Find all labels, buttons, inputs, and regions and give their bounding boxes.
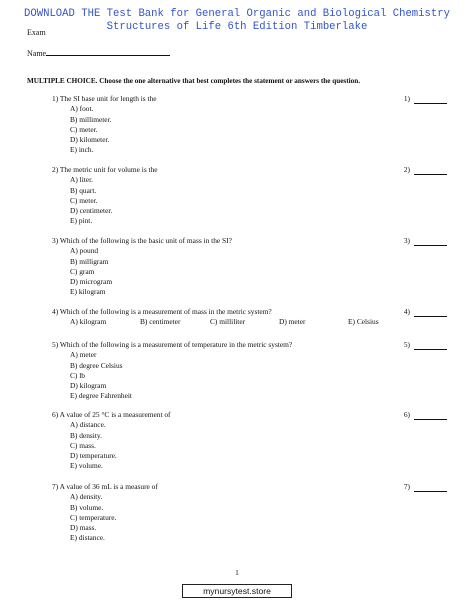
answer-blank[interactable] — [414, 307, 447, 317]
option-c: C) meter. — [70, 195, 98, 205]
question-2 — [52, 165, 447, 227]
option-d: D) meter — [279, 317, 306, 327]
question-stem: 2) The metric unit for volume is the — [52, 165, 158, 174]
option-c: C) temperature. — [70, 512, 117, 522]
option-b: B) degree Celsius — [70, 360, 123, 370]
answer-number: 6) — [403, 410, 410, 419]
option-e: E) pint. — [70, 216, 93, 226]
question-7 — [52, 482, 447, 544]
name-label: Name — [27, 49, 47, 58]
option-b: B) centimeter — [140, 317, 181, 327]
question-3 — [52, 236, 447, 298]
question-1 — [52, 94, 447, 156]
option-b: B) quart. — [70, 185, 97, 195]
answer-number: 5) — [403, 340, 410, 349]
question-6 — [52, 410, 447, 472]
option-c: C) lb — [70, 370, 85, 380]
option-c: C) milliliter — [210, 317, 246, 327]
option-b: B) density. — [70, 430, 102, 440]
question-5 — [52, 340, 447, 402]
name-row — [27, 47, 170, 58]
option-b: B) millimeter. — [70, 114, 112, 124]
option-e: E) degree Fahrenheit — [70, 391, 132, 401]
option-a: A) pound — [70, 246, 99, 256]
option-c: C) gram — [70, 266, 95, 276]
question-stem: 4) Which of the following is a measurement of mass in the metric system? — [52, 307, 272, 316]
answer-number: 3) — [403, 236, 410, 245]
option-d: D) mass. — [70, 523, 97, 533]
option-e: E) Celsius — [348, 317, 379, 327]
page-number: 1 — [235, 568, 239, 577]
question-stem: 5) Which of the following is a measurement of temperature in the metric system? — [52, 340, 293, 349]
option-a: A) density. — [70, 492, 103, 502]
option-e: E) volume. — [70, 461, 103, 471]
option-d: D) microgram — [70, 277, 113, 287]
option-a: A) distance. — [70, 420, 106, 430]
banner-line-2[interactable]: Structures of Life 6th Edition Timberlake — [106, 21, 368, 33]
answer-blank[interactable] — [414, 236, 447, 246]
option-a: A) foot. — [70, 104, 94, 114]
option-c: C) mass. — [70, 440, 96, 450]
exam-label: Exam — [27, 28, 46, 37]
answer-blank[interactable] — [414, 165, 447, 175]
answer-number: 1) — [403, 94, 410, 103]
banner-line-1[interactable]: DOWNLOAD THE Test Bank for General Organic and Biological Chemistry — [24, 8, 450, 20]
answer-number: 4) — [403, 307, 410, 316]
answer-blank[interactable] — [414, 410, 447, 420]
option-a: A) kilogram — [70, 317, 107, 327]
answer-number: 2) — [403, 165, 410, 174]
option-e: E) distance. — [70, 533, 105, 543]
question-stem: 1) The SI base unit for length is the — [52, 94, 157, 103]
option-d: D) centimeter. — [70, 206, 113, 216]
answer-blank[interactable] — [414, 340, 447, 350]
question-4 — [52, 307, 447, 328]
name-blank-line[interactable] — [46, 47, 170, 56]
option-a: A) meter — [70, 350, 97, 360]
option-e: E) inch. — [70, 145, 94, 155]
option-a: A) liter. — [70, 175, 93, 185]
option-d: D) kilometer. — [70, 135, 110, 145]
inline-options — [52, 317, 447, 327]
download-banner[interactable] — [0, 8, 474, 34]
option-e: E) kilogram — [70, 287, 106, 297]
option-c: C) meter. — [70, 124, 98, 134]
option-d: D) temperature. — [70, 451, 117, 461]
answer-blank[interactable] — [414, 482, 447, 492]
option-d: D) kilogram — [70, 381, 107, 391]
answer-number: 7) — [403, 482, 410, 491]
answer-blank[interactable] — [414, 94, 447, 104]
question-stem: 7) A value of 36 mL is a measure of — [52, 482, 158, 491]
option-b: B) volume. — [70, 502, 104, 512]
site-link[interactable]: mynursytest.store — [182, 584, 292, 598]
question-stem: 3) Which of the following is the basic unit of mass in the SI? — [52, 236, 232, 245]
instructions: MULTIPLE CHOICE. Choose the one alternative that best completes the statement or answers the question. — [27, 77, 360, 85]
question-stem: 6) A value of 25 °C is a measurement of — [52, 410, 171, 419]
option-b: B) milligram — [70, 256, 109, 266]
